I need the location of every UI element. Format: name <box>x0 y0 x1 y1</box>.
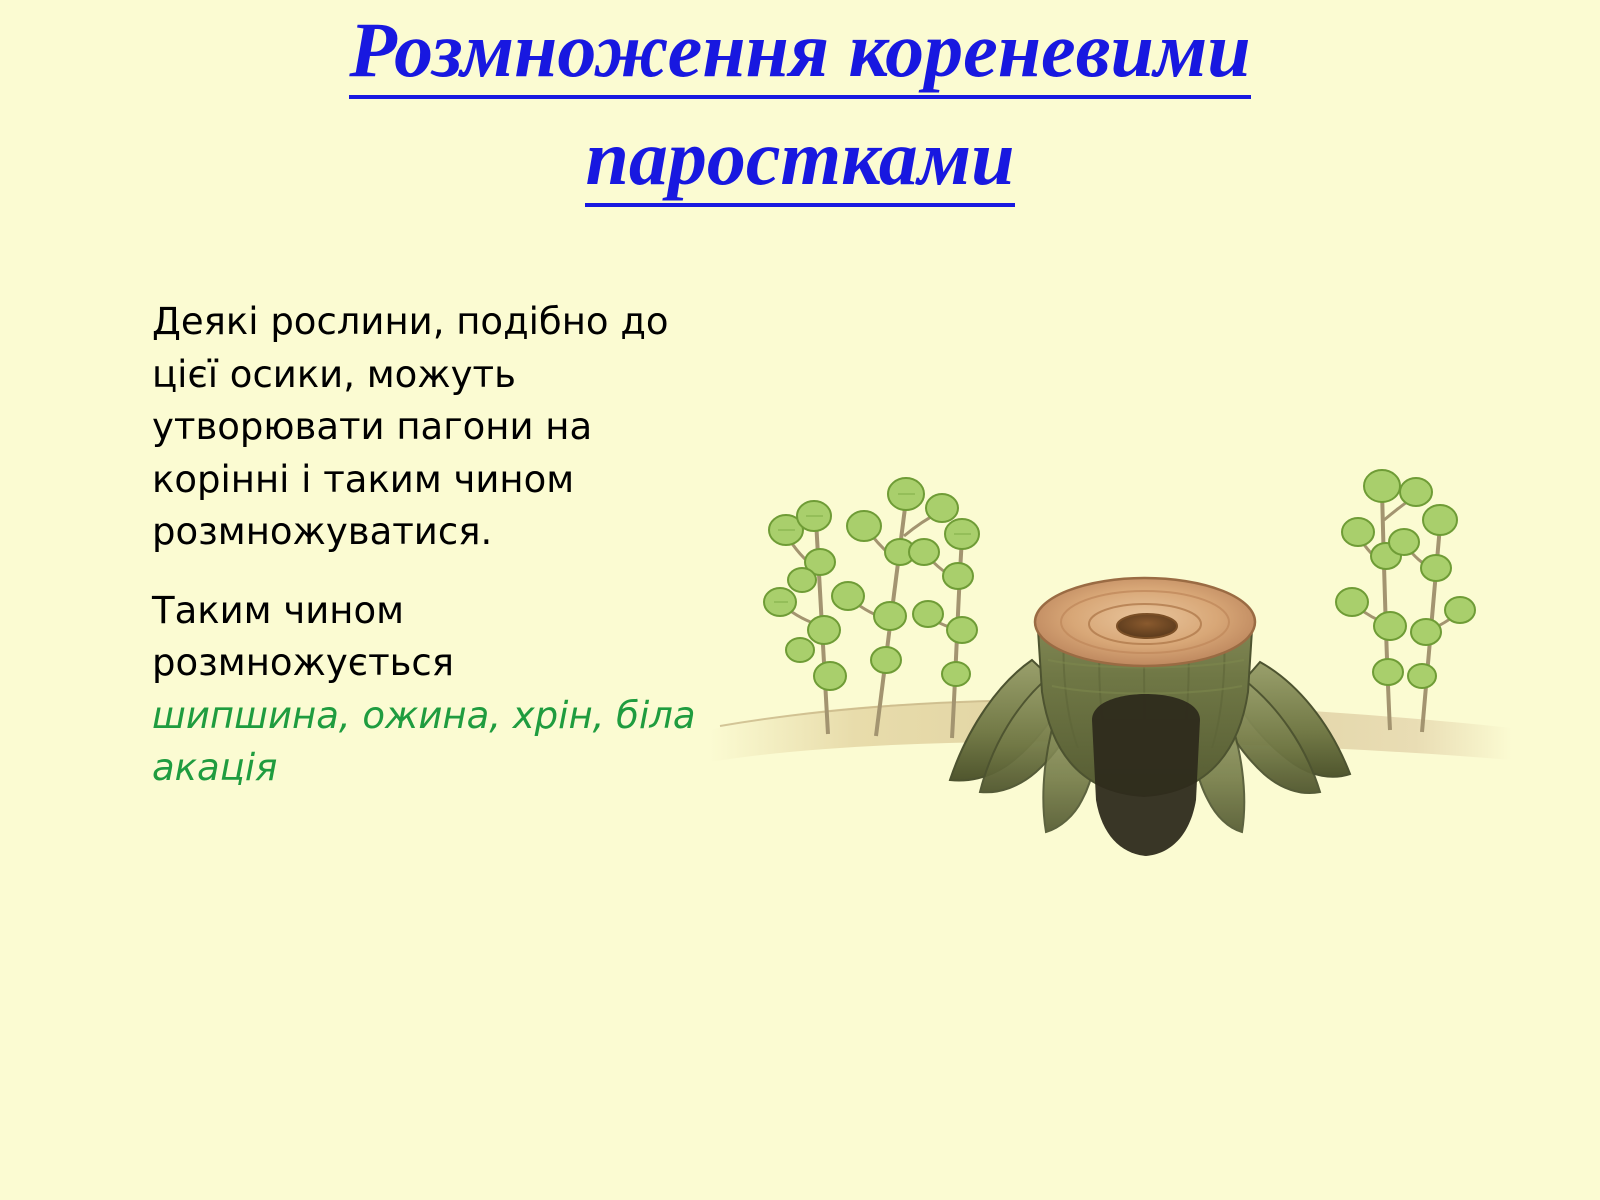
paragraph-1: Деякі рослини, подібно до цієї осики, можуть утворювати пагони на корінні і таким чином розмножуватися. <box>152 300 669 554</box>
page-title-line-1-text: Розмноження кореневими <box>349 6 1250 99</box>
page-title-line-2 <box>0 104 1600 212</box>
illustration-aspen-stump <box>700 330 1520 890</box>
paragraph-2-text: Таким чином розмножується <box>152 588 455 685</box>
body-text-column <box>152 296 752 795</box>
tree-stump <box>950 578 1350 856</box>
page-title <box>0 0 1600 211</box>
aspen-root-sprouts-right <box>1336 470 1475 732</box>
paragraph-2 <box>152 585 696 795</box>
page-title-line-1 <box>0 0 1600 104</box>
plant-species-highlight: шипшина, ожина, хрін, біла акація <box>152 693 696 790</box>
aspen-root-sprouts-left <box>764 478 979 738</box>
page-title-line-2-text: паростками <box>585 114 1014 207</box>
